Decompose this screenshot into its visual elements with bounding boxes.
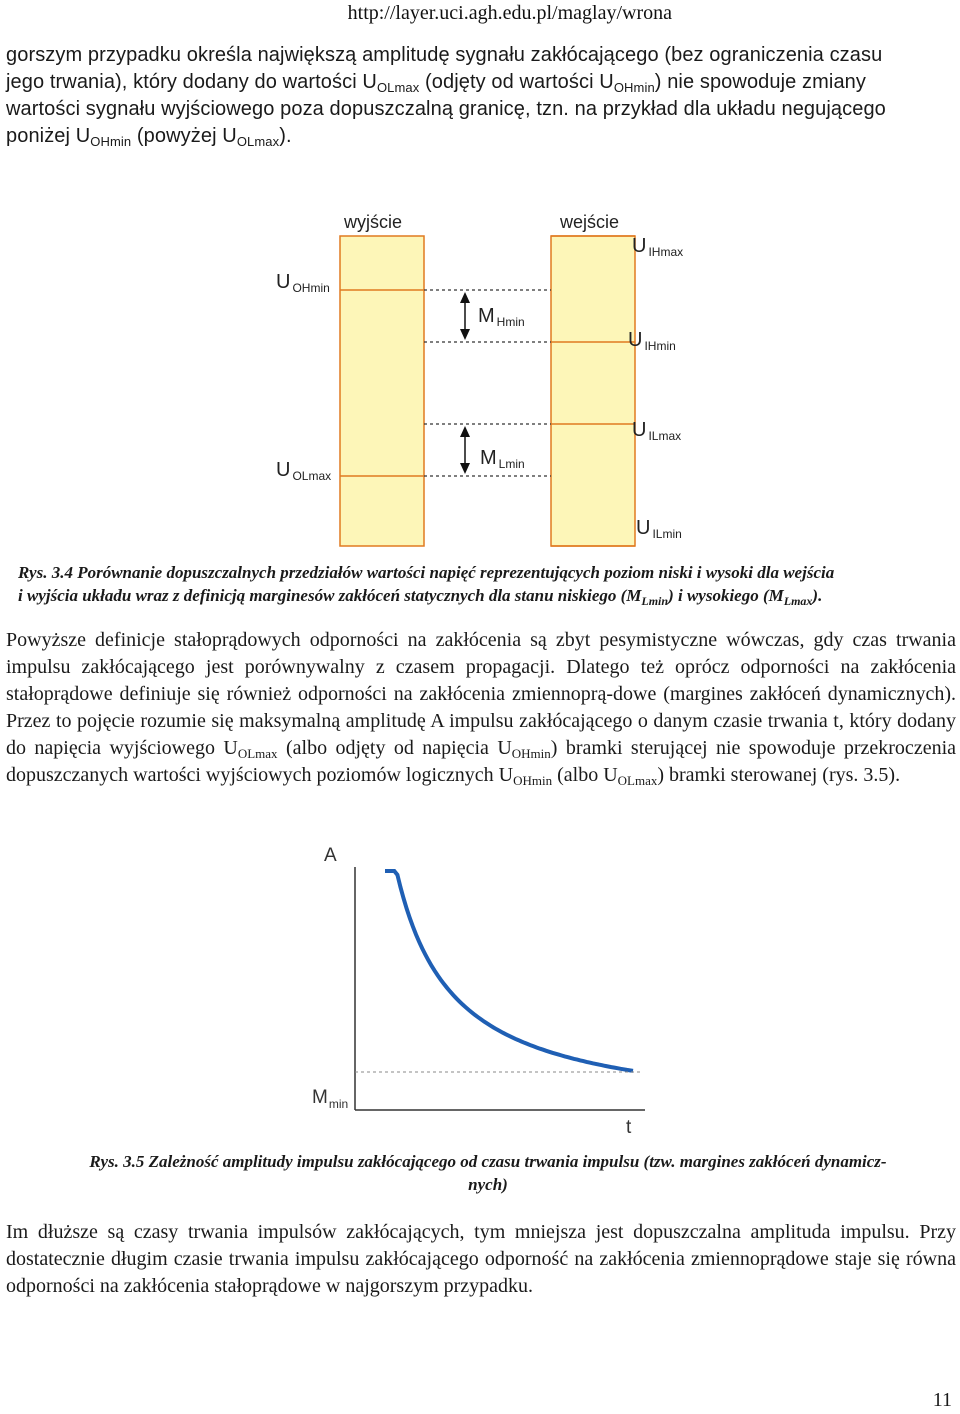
label-mhmin: M $_{Hmin}$: [478, 305, 525, 329]
y-axis-label: A: [324, 845, 337, 866]
paragraph-conclusion: Im dłuższe są czasy trwania impulsów zakłócających, tym mniejsza jest dopuszczalna amplituda impulsu. Przy dostatecznie długim czasie trwania impulsu zakłócającego odporność na zakłócenia zmiennoprądowe staje się równa odporności na zakłócenia stałoprądowe w najgorszym przypadku.: [6, 1221, 956, 1297]
label-wejscie: wejście: [560, 212, 620, 232]
figure-3-5: [300, 835, 660, 1140]
caption-fig-3-4: [18, 561, 958, 607]
caption-3-5-line-2: nych): [468, 1175, 508, 1194]
header-url: http://layer.uci.agh.edu.pl/maglay/wrona: [347, 2, 672, 24]
paragraph-intro: [6, 42, 956, 150]
page-number: 11: [932, 1389, 952, 1411]
paragraph-dynamic-margin: Powyższe definicje stałoprądowych odporności na zakłócenia są zbyt pesymistyczne wówczas, gdy czas trwania impulsu zakłócającego jest porównywalny z czasem propagacji. Dlatego też oprócz odporności na zakłócenia stałoprądowe definiuje się również odporności na zakłócenia zmiennoprą-dowe (margines zakłóceń dynamicznych). Przez to pojęcie rozumie się maksymalną amplitudę A impulsu zakłócającego o danym czasie trwania t, który dodany do napięcia wyjściowego $U_{OLmax}$ (albo odjęty od napięcia $U_{OHmin}$) bramki sterującej nie spowoduje przekroczenia dopuszczanych wartości wyjściowych poziomów logicznych $U_{OHmin}$ (albo $U_{OLmax}$) bramki sterowanej (rys. 3.5).: [6, 629, 957, 788]
intro-line-2: jego trwania), który dodany do wartości $U_{OLmax}$ (odjęty od wartości $U_{OHmin}$) nie spowoduje zmiany: [6, 71, 866, 95]
label-uihmax: U $_{IHmax}$: [632, 235, 684, 259]
figure-3-4: [270, 200, 710, 550]
intro-line-3: wartości sygnału wyjściowego poza dopuszczalną granicę, tzn. na przykład dla układu negującego: [6, 98, 886, 120]
label-uilmin: U $_{ILmin}$: [636, 517, 682, 541]
label-mlmin: M $_{Lmin}$: [480, 447, 525, 471]
caption-fig-3-5: [18, 1150, 958, 1196]
intro-line-4: poniżej $U_{OHmin}$ (powyżej $U_{OLmax}$).: [6, 125, 292, 149]
label-uihmin: U $_{IHmin}$: [628, 329, 676, 353]
arrow-mhmin: [460, 292, 470, 340]
output-bar: [340, 236, 424, 546]
label-uilmax: U $_{ILmax}$: [632, 419, 682, 443]
input-bar: [551, 236, 635, 546]
caption-3-4-line-1: Rys. 3.4 Porównanie dopuszczalnych przedziałów wartości napięć reprezentujących poziom niski i wysoki dla wejścia: [18, 563, 835, 582]
intro-line-1: gorszym przypadku określa największą amplitudę sygnału zakłócającego (bez ograniczenia czasu: [6, 44, 883, 66]
label-uolmax: U $_{OLmax}$: [276, 459, 332, 483]
x-axis-label: t: [626, 1117, 632, 1138]
caption-3-4-line-2: i wyjścia układu wraz z definicją marginesów zakłóceń statycznych dla stanu niskiego $(M_{Lmin})$ i wysokiego $(M_{Lmax})$.: [18, 586, 823, 608]
arrow-mlmin: [460, 426, 470, 474]
label-wyjscie: wyjście: [344, 212, 403, 232]
amplitude-curve: [385, 871, 633, 1071]
caption-3-5-line-1: Rys. 3.5 Zależność amplitudy impulsu zakłócającego od czasu trwania impulsu (tzw. margines zakłóceń dynamicz-: [89, 1152, 887, 1171]
mmin-label: $M_{min}$: [312, 1087, 349, 1111]
label-uohmin: U $_{OHmin}$: [276, 271, 330, 295]
